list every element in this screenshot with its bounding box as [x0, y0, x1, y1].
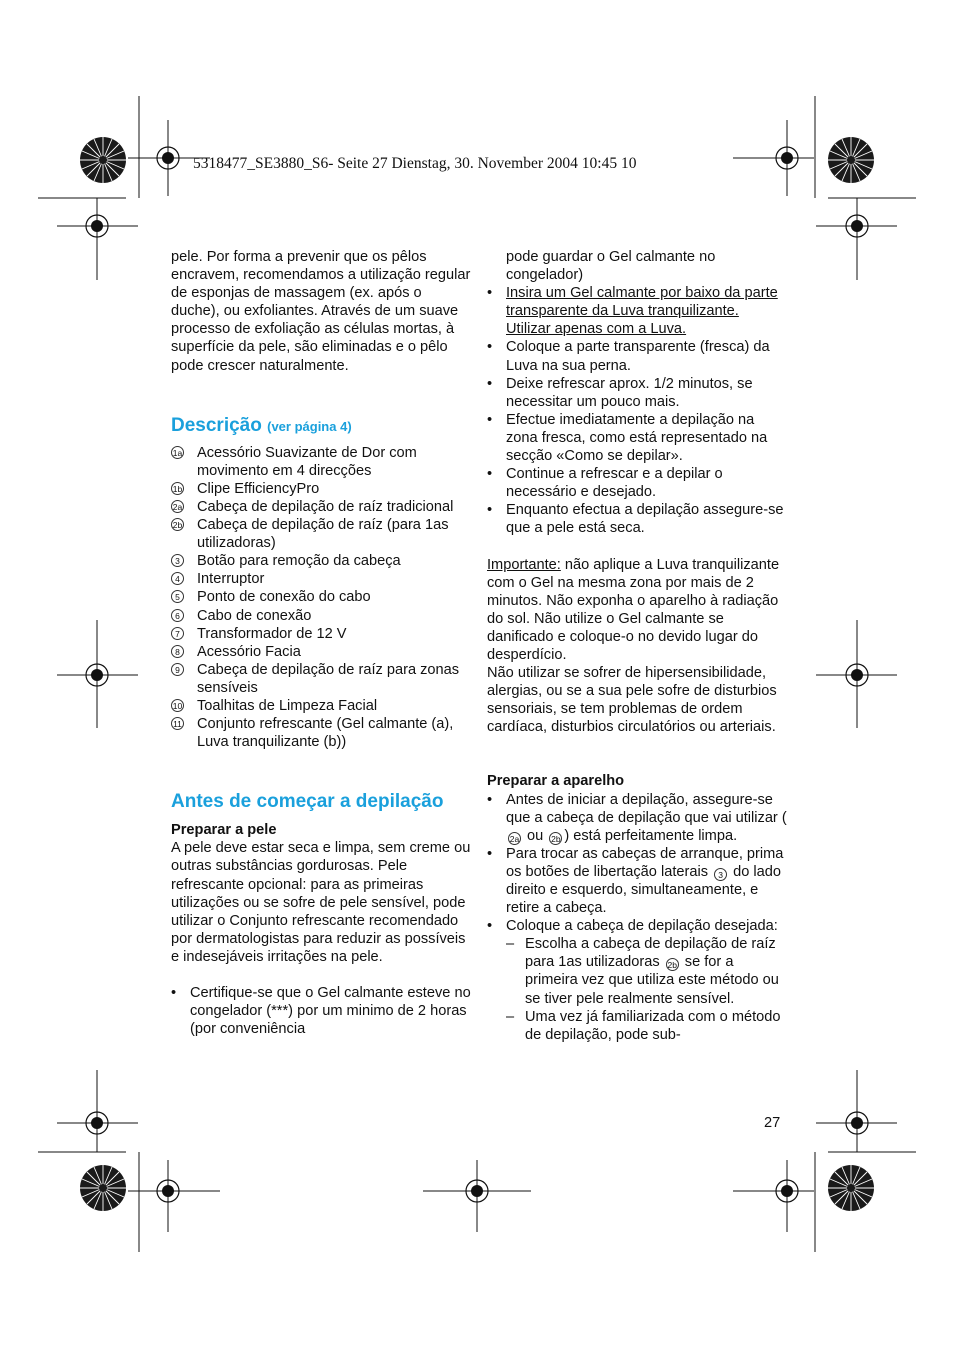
descricao-heading — [171, 415, 471, 438]
ref-number: 9 — [171, 663, 184, 676]
list-item — [171, 498, 471, 516]
list-item: • Enquanto efectua a depilação assegure-se que a pele está seca. — [487, 501, 787, 537]
ref-number: 8 — [171, 645, 184, 658]
part-label: Interruptor — [197, 571, 265, 588]
print-header: 5318477_SE3880_S6- Seite 27 Dienstag, 30. November 2004 10:45 10 — [193, 155, 637, 172]
list-item — [171, 552, 471, 570]
continued-text: pode guardar o Gel calmante no congelador) — [506, 249, 716, 284]
list-item: • Para trocar as cabeças de arranque, prima os botões de libertação laterais 3 do lado direito e esquerdo, simultaneamente, e retire a cabeça. — [487, 845, 787, 917]
part-label: Cabo de conexão — [197, 607, 312, 624]
dash-text: Escolha a cabeça de depilação de raíz para 1as utilizadoras 2b se for a primeira vez que utiliza este método ou se tiver pele realmente sensível. — [525, 936, 779, 1007]
ref-number: 2b — [172, 520, 183, 531]
right-column — [487, 248, 787, 1044]
list-item: • Continue a refrescar e a depilar o necessário e desejado. — [487, 465, 787, 501]
bullet-text: Efectue imediatamente a depilação na zona fresca, como está representado na secção «Como se depilar». — [506, 411, 768, 465]
list-item — [171, 588, 471, 606]
antes-heading: Antes de começar a depilação — [171, 791, 444, 813]
ref-number: 7 — [171, 627, 184, 640]
part-label: Cabeça de depilação de raíz para zonas sensíveis — [197, 661, 460, 696]
list-item — [171, 570, 471, 588]
preparar-pele-heading: Preparar a pele — [171, 822, 277, 839]
bullet-text: Certifique-se que o Gel calmante esteve no congelador (***) por um minimo de 2 horas (por conveniência — [190, 985, 471, 1038]
importante-paragraph — [487, 556, 787, 665]
list-item — [487, 248, 787, 284]
left-column — [171, 248, 471, 1038]
list-item — [171, 715, 471, 751]
list-item: • Antes de iniciar a depilação, assegure-se que a cabeça de depilação que vai utilizar (2a ou 2b ) está perfeitamente limpa. — [487, 791, 787, 844]
importante-text: não aplique a Luva tranquilizante com o Gel na mesma zona por mais de 2 minutos. Não exponha o aparelho à radiação do sol. Não utilize o Gel calmante se danificado e coloque-o no devido lugar do desperdício. — [487, 556, 780, 663]
ref-number: 3 — [171, 554, 184, 567]
ref-number: 6 — [171, 609, 184, 622]
ref-number: 2b — [551, 833, 561, 844]
cooling-steps-list — [487, 284, 787, 537]
ref-number: 1a — [172, 447, 183, 458]
bullet-text: Antes de iniciar a depilação, assegure-se que a cabeça de depilação que vai utilizar (2a ou 2b ) está perfeitamente limpa. — [506, 791, 787, 844]
part-label: Ponto de conexão do cabo — [197, 589, 371, 606]
page-number: 27 — [764, 1115, 781, 1131]
part-label: Cabeça de depilação de raíz (para 1as utilizadoras) — [197, 517, 449, 552]
nao-utilizar-paragraph: Não utilizar se sofrer de hipersensibilidade, alergias, ou se a sua pele sofre de disturbios sensoriais, se tem problemas de ordem cardíaca, disturbios circulatórios ou arteriais. — [487, 665, 777, 736]
dash-item: – Escolha a cabeça de depilação de raíz para 1as utilizadoras 2b se for a primeira vez que utiliza este método ou se tiver pele realmente sensível. — [506, 935, 787, 1007]
ref-number: 3 — [714, 868, 727, 881]
list-item: • Efectue imediatamente a depilação na zona fresca, como está representado na secção «Como se depilar». — [487, 411, 787, 465]
list-item: • Insira um Gel calmante por baixo da parte transparente da Luva tranquilizante. Utilizar apenas com a Luva. — [487, 284, 787, 338]
part-label: Toalhitas de Limpeza Facial — [197, 697, 378, 714]
bullet-text: Deixe refrescar aprox. 1/2 minutos, se necessitar um pouco mais. — [506, 375, 753, 410]
list-item: • Deixe refrescar aprox. 1/2 minutos, se necessitar um pouco mais. — [487, 375, 787, 411]
list-item — [171, 625, 471, 643]
list-item — [171, 607, 471, 625]
part-label: Conjunto refrescante (Gel calmante (a), Luva tranquilizante (b)) — [197, 716, 454, 751]
ref-number: 2b — [667, 960, 677, 971]
list-item: • Coloque a cabeça de depilação desejada: — [487, 918, 778, 935]
part-label: Cabeça de depilação de raíz tradicional — [197, 498, 454, 515]
ref-number: 4 — [171, 572, 184, 585]
intro-paragraph: pele. Por forma a prevenir que os pêlos encravem, recomendamos a utilização regular de esponjas de massagem (ex. após o duche), ou exfoliantes. Através de um suave processo de exfoliação as células mortas, à superfície da pele, são eliminadas e o pêlo pode crescer naturalmente. — [171, 249, 471, 374]
ref-number: 2a — [509, 833, 520, 844]
part-label: Botão para remoção da cabeça — [197, 553, 401, 570]
bullet-text: Continue a refrescar e a depilar o necessário e desejado. — [506, 466, 723, 501]
ref-number: 1b — [172, 483, 183, 494]
list-item — [171, 480, 471, 498]
part-label: Transformador de 12 V — [197, 625, 347, 642]
bullet-text: Coloque a parte transparente (fresca) da Luva na sua perna. — [506, 339, 770, 374]
list-item — [171, 444, 471, 480]
preparar-pele-text: A pele deve estar seca e limpa, sem creme ou outras substâncias gordurosas. Pele refrescante opcional: para as primeiras utilizações ou se sofre de pele sensível, pode utilizar o Conjunto refrescante recomendado por dermatologistas para reduzir as possíveis e indesejáveis irritações na pele. — [171, 840, 471, 965]
ref-number: 10 — [172, 700, 183, 711]
list-item: • Certifique-se que o Gel calmante esteve no congelador (***) por um minimo de 2 horas (por conveniência — [171, 985, 471, 1038]
ref-number: 2a — [172, 501, 183, 512]
bullet-text: Para trocar as cabeças de arranque, prima os botões de libertação laterais 3 do lado direito e esquerdo, simultaneamente, e retire a cabeça. — [506, 845, 784, 917]
list-item — [171, 516, 471, 552]
list-item — [171, 697, 471, 715]
part-label: Acessório Facia — [197, 643, 301, 660]
importante-label: Importante: — [487, 556, 561, 573]
descricao-title: Descrição — [171, 414, 262, 436]
parts-list — [171, 444, 471, 752]
dash-item: – Uma vez já familiarizada com o método de depilação, pode sub- — [506, 1008, 787, 1044]
bullet-text: Enquanto efectua a depilação assegure-se que a pele está seca. — [506, 502, 784, 537]
list-item: • Coloque a parte transparente (fresca) da Luva na sua perna. — [487, 338, 787, 374]
preparar-aparelho-heading: Preparar a aparelho — [487, 773, 625, 790]
ref-number: 11 — [171, 717, 184, 730]
part-label: Clipe EfficiencyPro — [197, 480, 320, 497]
bullet-text: Coloque a cabeça de depilação desejada: — [506, 918, 778, 935]
list-item — [171, 661, 471, 697]
dash-text: Uma vez já familiarizada com o método de depilação, pode sub- — [525, 1008, 781, 1043]
descricao-page-ref: (ver página 4) — [267, 418, 352, 434]
bullet-text: Insira um Gel calmante por baixo da parte transparente da Luva tranquilizante. Utilizar apenas com a Luva. — [506, 285, 778, 338]
list-item — [171, 643, 471, 661]
part-label: Acessório Suavizante de Dor com movimento em 4 direcções — [197, 444, 417, 479]
ref-number: 5 — [171, 590, 184, 603]
